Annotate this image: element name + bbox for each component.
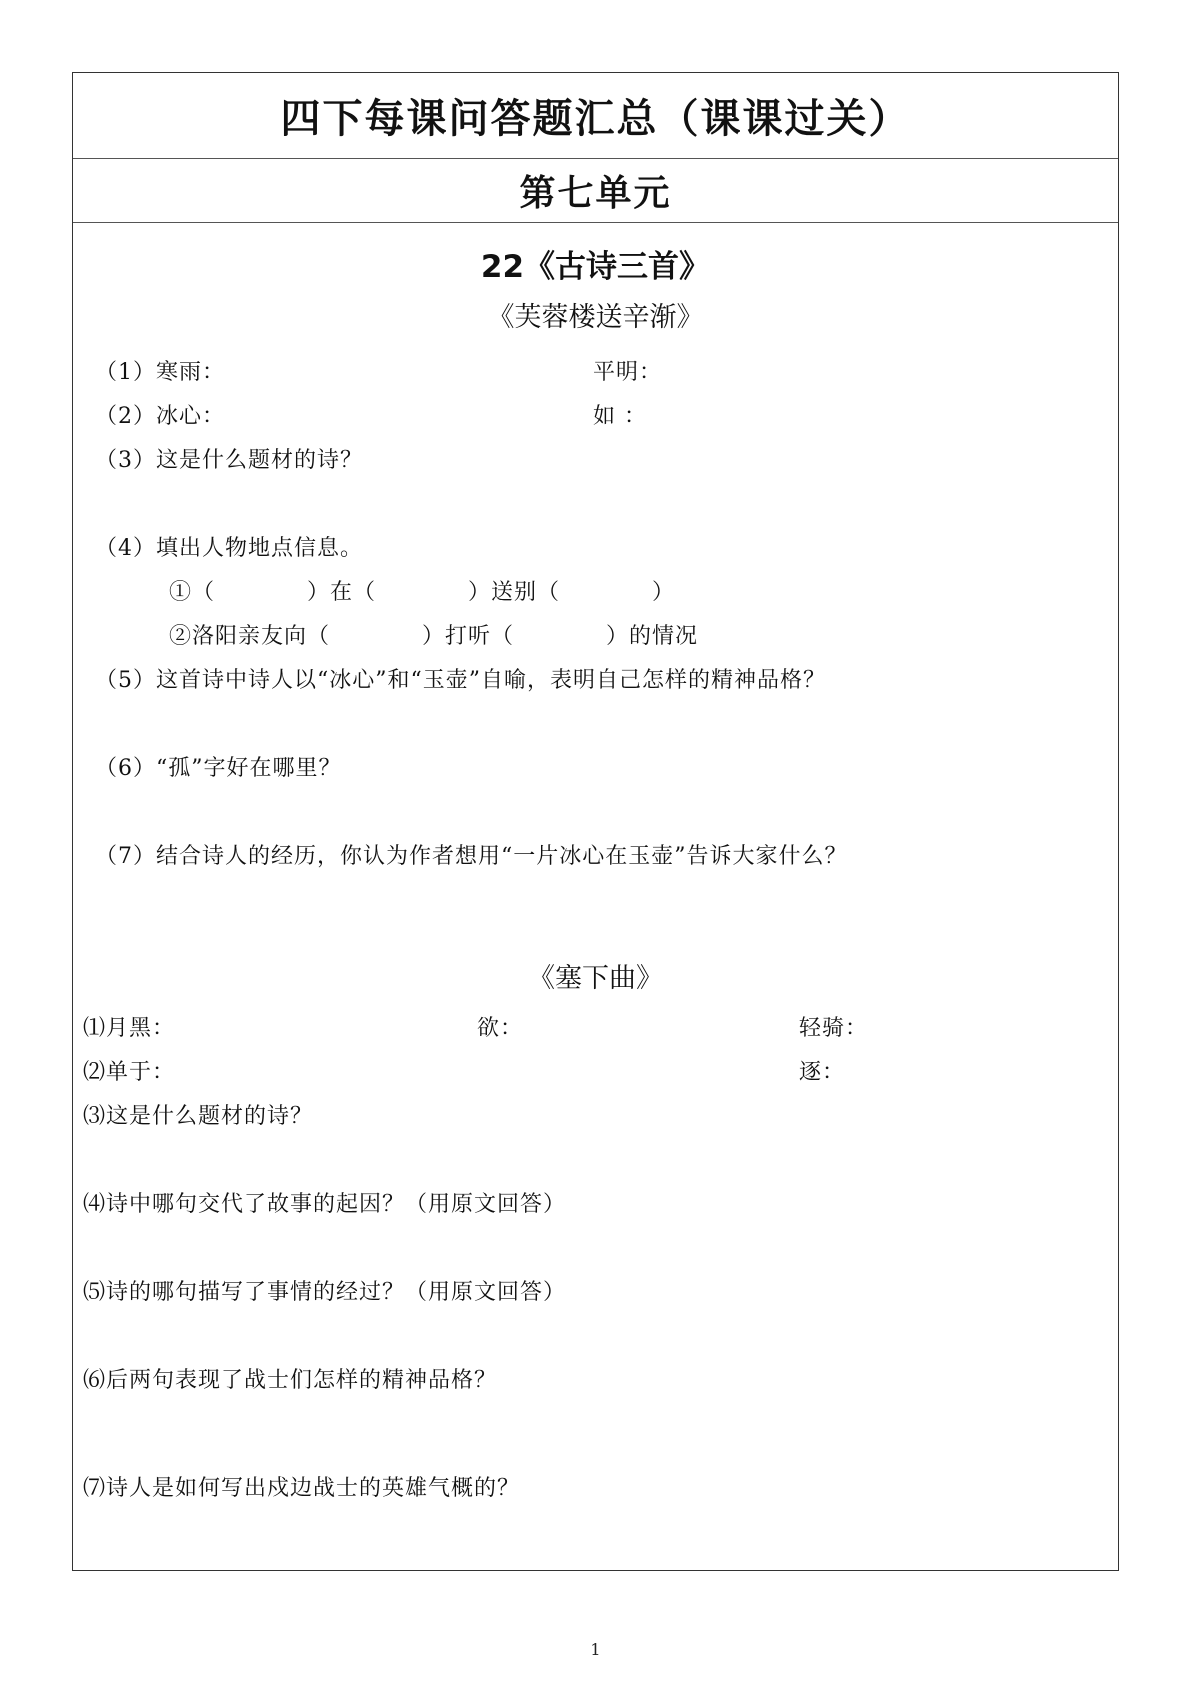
poem1-q5: （5）这首诗中诗人以“冰心”和“玉壶”自喻，表明自己怎样的精神品格？ [95, 668, 826, 693]
poem1-q1-term-b: 平明： [593, 360, 663, 385]
poem1-q2-term-b: 如 ： [593, 404, 647, 429]
title-row [73, 73, 1118, 159]
poem2-q2-term-a: ⑵单于： [83, 1060, 176, 1085]
poem2-title: 《塞下曲》 [528, 963, 663, 994]
unit-heading: 第七单元 [519, 173, 672, 214]
poem2-q5: ⑸诗的哪句描写了事情的经过？（用原文回答） [83, 1280, 567, 1305]
poem2-q1-term-b: 欲： [477, 1016, 524, 1041]
poem1-q7: （7）结合诗人的经历，你认为作者想用“一片冰心在玉壶”告诉大家什么？ [95, 844, 848, 869]
page-title: 四下每课问答题汇总（课课过关） [280, 96, 911, 142]
poem2-q7: ⑺诗人是如何写出戍边战士的英雄气概的？ [83, 1476, 521, 1501]
poem2-q3: ⑶这是什么题材的诗？ [83, 1104, 314, 1129]
unit-row [73, 159, 1118, 223]
poem1-title: 《芙蓉楼送辛渐》 [487, 302, 704, 333]
poem1-q6: （6）“孤”字好在哪里？ [95, 756, 342, 781]
poem2-q2-term-b: 逐： [799, 1060, 846, 1085]
poem2-q4: ⑷诗中哪句交代了故事的起因？（用原文回答） [83, 1192, 567, 1217]
poem1-q1-term-a: （1）寒雨： [95, 360, 225, 385]
poem2-q1-term-c: 轻骑： [799, 1016, 869, 1041]
poem2-q1-term-a: ⑴月黑： [83, 1016, 176, 1041]
poem1-q4-line2: ②洛阳亲友向（ ）打听（ ）的情况 [169, 624, 699, 649]
worksheet-frame [72, 72, 1119, 1571]
page-number: 1 [590, 1640, 601, 1659]
poem1-q4: （4）填出人物地点信息。 [95, 536, 363, 561]
poem1-q2-term-a: （2）冰心： [95, 404, 225, 429]
lesson-title: 22《古诗三首》 [480, 249, 711, 285]
poem1-q3: （3）这是什么题材的诗？ [95, 448, 363, 473]
poem1-q4-line1: ①（ ）在（ ）送别（ ） [169, 580, 676, 605]
poem2-q6: ⑹后两句表现了战士们怎样的精神品格？ [83, 1368, 498, 1393]
